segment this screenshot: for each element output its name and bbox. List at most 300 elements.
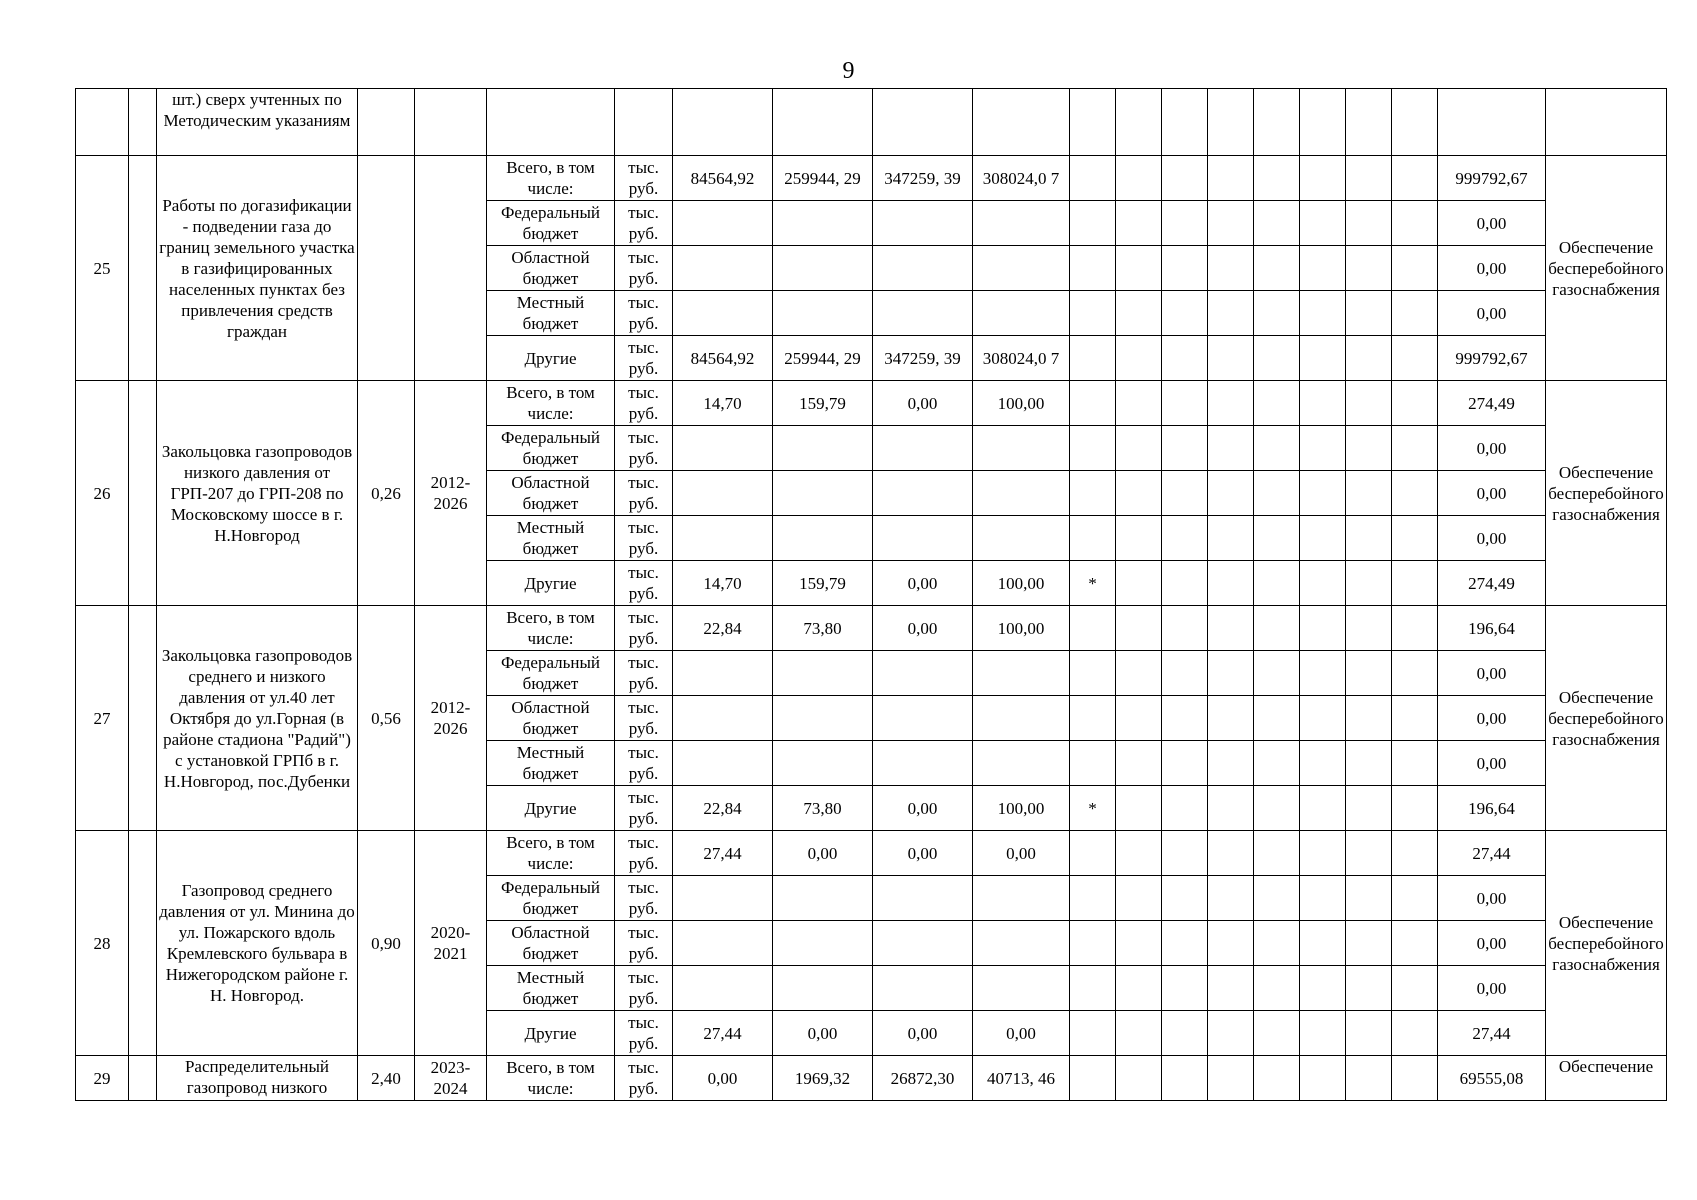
total-cell: 999792,67 xyxy=(1438,156,1546,201)
funding-source: Областной бюджет xyxy=(487,246,615,291)
unit-cell: тыс. руб. xyxy=(615,1011,673,1056)
empty-cell xyxy=(1162,651,1208,696)
total-cell: 27,44 xyxy=(1438,831,1546,876)
project-name: Закольцовка газопроводов низкого давления от ГРП-207 до ГРП-208 по Московскому шоссе в г. Н.Новгород xyxy=(157,381,358,606)
value-cell xyxy=(973,876,1070,921)
value-cell: 100,00 xyxy=(973,381,1070,426)
total-cell: 0,00 xyxy=(1438,876,1546,921)
empty-cell xyxy=(1346,336,1392,381)
empty-cell xyxy=(1546,89,1667,156)
empty-cell xyxy=(1300,966,1346,1011)
project-period: 2012-2026 xyxy=(415,606,487,831)
value-cell xyxy=(773,201,873,246)
value-cell xyxy=(773,246,873,291)
total-cell: 0,00 xyxy=(1438,246,1546,291)
empty-cell xyxy=(1162,426,1208,471)
mark-cell xyxy=(1070,606,1116,651)
empty-cell xyxy=(1392,561,1438,606)
unit-cell: тыс. руб. xyxy=(615,741,673,786)
total-cell: 274,49 xyxy=(1438,561,1546,606)
empty-cell xyxy=(1300,921,1346,966)
unit-cell: тыс. руб. xyxy=(615,831,673,876)
value-cell xyxy=(973,291,1070,336)
funding-source: Всего, в том числе: xyxy=(487,1056,615,1101)
value-cell xyxy=(673,741,773,786)
value-cell: 22,84 xyxy=(673,606,773,651)
empty-cell xyxy=(1208,561,1254,606)
funding-source: Другие xyxy=(487,1011,615,1056)
value-cell: 0,00 xyxy=(773,1011,873,1056)
row-extra xyxy=(129,156,157,381)
empty-cell xyxy=(1300,741,1346,786)
funding-source: Всего, в том числе: xyxy=(487,156,615,201)
empty-cell xyxy=(1116,471,1162,516)
empty-cell xyxy=(1208,381,1254,426)
value-cell xyxy=(673,696,773,741)
empty-cell xyxy=(1116,696,1162,741)
empty-cell xyxy=(1254,966,1300,1011)
empty-cell xyxy=(1392,696,1438,741)
value-cell: 73,80 xyxy=(773,606,873,651)
project-name: Распределительный газопровод низкого xyxy=(157,1056,358,1101)
empty-cell xyxy=(1116,741,1162,786)
empty-cell xyxy=(1346,471,1392,516)
value-cell: 100,00 xyxy=(973,561,1070,606)
funding-source: Другие xyxy=(487,336,615,381)
unit-cell: тыс. руб. xyxy=(615,561,673,606)
funding-source: Местный бюджет xyxy=(487,291,615,336)
total-cell: 999792,67 xyxy=(1438,336,1546,381)
empty-cell xyxy=(1392,831,1438,876)
empty-cell xyxy=(1392,426,1438,471)
empty-cell xyxy=(1392,336,1438,381)
empty-cell xyxy=(1162,291,1208,336)
value-cell xyxy=(873,966,973,1011)
value-cell xyxy=(773,516,873,561)
value-cell xyxy=(773,696,873,741)
mark-cell xyxy=(1070,1056,1116,1101)
funding-source: Федеральный бюджет xyxy=(487,651,615,696)
empty-cell xyxy=(1254,201,1300,246)
row-extra xyxy=(129,831,157,1056)
empty-cell xyxy=(615,89,673,156)
project-length: 2,40 xyxy=(358,1056,415,1101)
mark-cell xyxy=(1070,651,1116,696)
value-cell xyxy=(973,921,1070,966)
empty-cell xyxy=(1254,831,1300,876)
empty-cell xyxy=(1300,831,1346,876)
value-cell xyxy=(873,696,973,741)
value-cell xyxy=(973,966,1070,1011)
empty-cell xyxy=(1254,516,1300,561)
project-period: 2023-2024 xyxy=(415,1056,487,1101)
empty-cell xyxy=(1346,831,1392,876)
empty-cell xyxy=(1208,876,1254,921)
empty-cell xyxy=(1392,966,1438,1011)
value-cell xyxy=(873,651,973,696)
value-cell xyxy=(973,246,1070,291)
mark-cell: * xyxy=(1070,786,1116,831)
table-row xyxy=(76,1056,1667,1101)
empty-cell xyxy=(1162,606,1208,651)
funding-source: Областной бюджет xyxy=(487,921,615,966)
empty-cell xyxy=(1254,291,1300,336)
row-number: 27 xyxy=(76,606,129,831)
mark-cell xyxy=(1070,201,1116,246)
value-cell: 100,00 xyxy=(973,786,1070,831)
empty-cell xyxy=(487,89,615,156)
empty-cell xyxy=(1346,966,1392,1011)
project-result: Обеспечение xyxy=(1546,1056,1667,1101)
unit-cell: тыс. руб. xyxy=(615,921,673,966)
value-cell: 0,00 xyxy=(673,1056,773,1101)
empty-cell xyxy=(873,89,973,156)
value-cell xyxy=(673,246,773,291)
empty-cell xyxy=(1392,876,1438,921)
value-cell xyxy=(673,921,773,966)
value-cell: 1969,32 xyxy=(773,1056,873,1101)
row-number: 28 xyxy=(76,831,129,1056)
table-row xyxy=(76,606,1667,651)
empty-cell xyxy=(1300,876,1346,921)
empty-cell xyxy=(1254,741,1300,786)
value-cell xyxy=(773,876,873,921)
value-cell xyxy=(873,471,973,516)
empty-cell xyxy=(1392,156,1438,201)
mark-cell xyxy=(1070,336,1116,381)
empty-cell xyxy=(415,89,487,156)
value-cell xyxy=(773,291,873,336)
empty-cell xyxy=(1300,1011,1346,1056)
funding-source: Федеральный бюджет xyxy=(487,426,615,471)
mark-cell xyxy=(1070,246,1116,291)
value-cell xyxy=(873,291,973,336)
value-cell: 0,00 xyxy=(773,831,873,876)
empty-cell xyxy=(1346,606,1392,651)
empty-cell xyxy=(1300,471,1346,516)
empty-cell xyxy=(1392,786,1438,831)
project-length xyxy=(358,156,415,381)
unit-cell: тыс. руб. xyxy=(615,966,673,1011)
empty-cell xyxy=(1208,426,1254,471)
empty-cell xyxy=(1162,966,1208,1011)
empty-cell xyxy=(1300,696,1346,741)
empty-cell xyxy=(1346,201,1392,246)
empty-cell xyxy=(1116,921,1162,966)
empty-cell xyxy=(1346,786,1392,831)
empty-cell xyxy=(1254,606,1300,651)
value-cell xyxy=(873,876,973,921)
empty-cell xyxy=(1208,516,1254,561)
value-cell xyxy=(973,426,1070,471)
empty-cell xyxy=(1254,471,1300,516)
mark-cell xyxy=(1070,426,1116,471)
empty-cell xyxy=(1254,89,1300,156)
row-extra xyxy=(129,381,157,606)
empty-cell xyxy=(1116,201,1162,246)
value-cell: 159,79 xyxy=(773,561,873,606)
empty-cell xyxy=(1346,921,1392,966)
project-length: 0,56 xyxy=(358,606,415,831)
value-cell: 73,80 xyxy=(773,786,873,831)
value-cell xyxy=(873,741,973,786)
empty-cell xyxy=(1254,1056,1300,1101)
empty-cell xyxy=(1392,921,1438,966)
mark-cell xyxy=(1070,516,1116,561)
table-row xyxy=(76,831,1667,876)
empty-cell xyxy=(1162,1011,1208,1056)
empty-cell xyxy=(1208,1011,1254,1056)
row-extra xyxy=(129,1056,157,1101)
empty-cell xyxy=(1162,741,1208,786)
empty-cell xyxy=(1346,1056,1392,1101)
total-cell: 0,00 xyxy=(1438,741,1546,786)
empty-cell xyxy=(1208,741,1254,786)
value-cell: 159,79 xyxy=(773,381,873,426)
value-cell: 259944, 29 xyxy=(773,336,873,381)
empty-cell xyxy=(1208,246,1254,291)
value-cell xyxy=(773,741,873,786)
empty-cell xyxy=(1116,786,1162,831)
empty-cell xyxy=(1162,921,1208,966)
continuation-row xyxy=(76,89,1667,156)
empty-cell xyxy=(1208,156,1254,201)
empty-cell xyxy=(1392,1011,1438,1056)
empty-cell xyxy=(1116,426,1162,471)
empty-cell xyxy=(1300,381,1346,426)
value-cell xyxy=(873,246,973,291)
empty-cell xyxy=(1162,1056,1208,1101)
mark-cell xyxy=(1070,381,1116,426)
empty-cell xyxy=(1116,651,1162,696)
empty-cell xyxy=(1392,516,1438,561)
empty-cell xyxy=(1208,89,1254,156)
empty-cell xyxy=(1254,696,1300,741)
empty-cell xyxy=(1254,1011,1300,1056)
empty-cell xyxy=(1116,156,1162,201)
empty-cell xyxy=(1346,291,1392,336)
empty-cell xyxy=(1208,786,1254,831)
empty-cell xyxy=(1346,1011,1392,1056)
empty-cell xyxy=(1162,336,1208,381)
empty-cell xyxy=(1162,381,1208,426)
value-cell xyxy=(773,426,873,471)
value-cell xyxy=(873,516,973,561)
value-cell: 27,44 xyxy=(673,831,773,876)
project-name: шт.) сверх учтенных по Методическим указаниям xyxy=(157,89,358,156)
funding-source: Другие xyxy=(487,786,615,831)
empty-cell xyxy=(1346,561,1392,606)
value-cell: 14,70 xyxy=(673,561,773,606)
page-number: 9 xyxy=(842,58,855,84)
value-cell: 84564,92 xyxy=(673,156,773,201)
value-cell: 22,84 xyxy=(673,786,773,831)
unit-cell: тыс. руб. xyxy=(615,201,673,246)
empty-cell xyxy=(1208,291,1254,336)
empty-cell xyxy=(1162,516,1208,561)
funding-source: Всего, в том числе: xyxy=(487,606,615,651)
empty-cell xyxy=(1254,336,1300,381)
empty-cell xyxy=(1300,246,1346,291)
value-cell: 347259, 39 xyxy=(873,336,973,381)
value-cell xyxy=(973,696,1070,741)
value-cell xyxy=(973,471,1070,516)
empty-cell xyxy=(1116,966,1162,1011)
value-cell: 100,00 xyxy=(973,606,1070,651)
unit-cell: тыс. руб. xyxy=(615,1056,673,1101)
table-row xyxy=(76,381,1667,426)
value-cell: 14,70 xyxy=(673,381,773,426)
value-cell xyxy=(973,651,1070,696)
total-cell: 0,00 xyxy=(1438,291,1546,336)
value-cell: 0,00 xyxy=(873,1011,973,1056)
value-cell: 27,44 xyxy=(673,1011,773,1056)
value-cell xyxy=(973,516,1070,561)
empty-cell xyxy=(1346,696,1392,741)
empty-cell xyxy=(1300,1056,1346,1101)
project-period xyxy=(415,156,487,381)
empty-cell xyxy=(1208,201,1254,246)
empty-cell xyxy=(1300,156,1346,201)
empty-cell xyxy=(1116,1011,1162,1056)
empty-cell xyxy=(1162,201,1208,246)
funding-source: Всего, в том числе: xyxy=(487,381,615,426)
mark-cell xyxy=(1070,291,1116,336)
mark-cell: * xyxy=(1070,561,1116,606)
empty-cell xyxy=(1346,156,1392,201)
empty-cell xyxy=(1162,89,1208,156)
project-length: 0,26 xyxy=(358,381,415,606)
unit-cell: тыс. руб. xyxy=(615,606,673,651)
value-cell xyxy=(673,291,773,336)
funding-source: Областной бюджет xyxy=(487,696,615,741)
empty-cell xyxy=(1162,876,1208,921)
empty-cell xyxy=(1208,696,1254,741)
total-cell: 0,00 xyxy=(1438,516,1546,561)
empty-cell xyxy=(673,89,773,156)
empty-cell xyxy=(1254,246,1300,291)
mark-cell xyxy=(1070,741,1116,786)
empty-cell xyxy=(1116,606,1162,651)
empty-cell xyxy=(1346,876,1392,921)
unit-cell: тыс. руб. xyxy=(615,471,673,516)
empty-cell xyxy=(1392,291,1438,336)
empty-cell xyxy=(1254,921,1300,966)
value-cell xyxy=(773,651,873,696)
value-cell xyxy=(873,201,973,246)
mark-cell xyxy=(1070,1011,1116,1056)
total-cell: 0,00 xyxy=(1438,471,1546,516)
mark-cell xyxy=(1070,471,1116,516)
total-cell: 0,00 xyxy=(1438,201,1546,246)
unit-cell: тыс. руб. xyxy=(615,696,673,741)
empty-cell xyxy=(358,89,415,156)
value-cell: 0,00 xyxy=(873,381,973,426)
unit-cell: тыс. руб. xyxy=(615,651,673,696)
value-cell xyxy=(773,966,873,1011)
unit-cell: тыс. руб. xyxy=(615,246,673,291)
empty-cell xyxy=(1392,381,1438,426)
total-cell: 69555,08 xyxy=(1438,1056,1546,1101)
empty-cell xyxy=(1116,291,1162,336)
empty-cell xyxy=(1162,561,1208,606)
empty-cell xyxy=(1346,741,1392,786)
unit-cell: тыс. руб. xyxy=(615,156,673,201)
empty-cell xyxy=(773,89,873,156)
project-length: 0,90 xyxy=(358,831,415,1056)
row-number: 29 xyxy=(76,1056,129,1101)
value-cell: 0,00 xyxy=(873,561,973,606)
funding-source: Другие xyxy=(487,561,615,606)
empty-cell xyxy=(1346,89,1392,156)
row-extra xyxy=(129,89,157,156)
empty-cell xyxy=(1300,336,1346,381)
empty-cell xyxy=(1116,516,1162,561)
project-name: Закольцовка газопроводов среднего и низкого давления от ул.40 лет Октября до ул.Горная (в районе стадиона "Радий") с установкой ГРПб в г. Н.Новгород, пос.Дубенки xyxy=(157,606,358,831)
value-cell: 0,00 xyxy=(873,786,973,831)
empty-cell xyxy=(1162,786,1208,831)
empty-cell xyxy=(1346,426,1392,471)
funding-source: Федеральный бюджет xyxy=(487,876,615,921)
project-name: Газопровод среднего давления от ул. Минина до ул. Пожарского вдоль Кремлевского бульвара в Нижегородском районе г. Н. Новгород. xyxy=(157,831,358,1056)
total-cell: 0,00 xyxy=(1438,651,1546,696)
empty-cell xyxy=(1300,561,1346,606)
value-cell: 40713, 46 xyxy=(973,1056,1070,1101)
funding-source: Федеральный бюджет xyxy=(487,201,615,246)
empty-cell xyxy=(1392,201,1438,246)
funding-source: Областной бюджет xyxy=(487,471,615,516)
empty-cell xyxy=(1116,246,1162,291)
row-number xyxy=(76,89,129,156)
total-cell: 0,00 xyxy=(1438,921,1546,966)
mark-cell xyxy=(1070,156,1116,201)
total-cell: 27,44 xyxy=(1438,1011,1546,1056)
empty-cell xyxy=(1300,201,1346,246)
empty-cell xyxy=(1254,381,1300,426)
empty-cell xyxy=(1346,246,1392,291)
empty-cell xyxy=(1300,291,1346,336)
empty-cell xyxy=(1392,741,1438,786)
value-cell xyxy=(673,516,773,561)
empty-cell xyxy=(1116,1056,1162,1101)
value-cell xyxy=(673,651,773,696)
value-cell: 347259, 39 xyxy=(873,156,973,201)
empty-cell xyxy=(973,89,1070,156)
value-cell xyxy=(873,426,973,471)
empty-cell xyxy=(1392,246,1438,291)
value-cell: 26872,30 xyxy=(873,1056,973,1101)
mark-cell xyxy=(1070,921,1116,966)
empty-cell xyxy=(1392,606,1438,651)
value-cell: 0,00 xyxy=(873,831,973,876)
total-cell: 196,64 xyxy=(1438,606,1546,651)
total-cell: 0,00 xyxy=(1438,966,1546,1011)
empty-cell xyxy=(1300,606,1346,651)
value-cell xyxy=(973,201,1070,246)
row-extra xyxy=(129,606,157,831)
empty-cell xyxy=(1346,381,1392,426)
empty-cell xyxy=(1254,786,1300,831)
project-result: Обеспечение бесперебойного газоснабжения xyxy=(1546,156,1667,381)
empty-cell xyxy=(1162,246,1208,291)
empty-cell xyxy=(1392,1056,1438,1101)
value-cell xyxy=(973,741,1070,786)
total-cell: 196,64 xyxy=(1438,786,1546,831)
project-period: 2012-2026 xyxy=(415,381,487,606)
value-cell xyxy=(673,966,773,1011)
empty-cell xyxy=(1116,89,1162,156)
value-cell: 308024,0 7 xyxy=(973,156,1070,201)
